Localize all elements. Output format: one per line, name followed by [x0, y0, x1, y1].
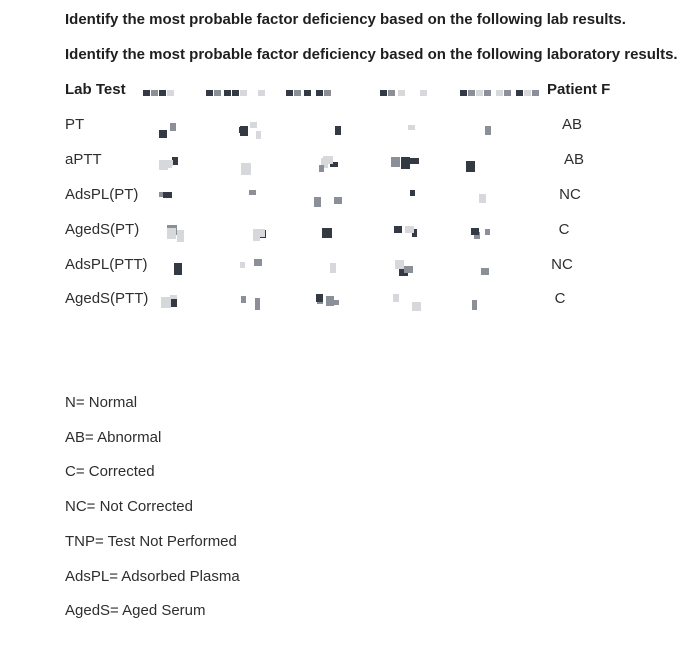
row-label-aptt: aPTT: [65, 151, 102, 168]
redaction-pixel: [167, 160, 173, 166]
row-label-pt: PT: [65, 116, 85, 133]
row-label-ageds-ptt: AgedS(PTT): [65, 290, 149, 307]
redaction-pixel: [253, 229, 260, 241]
patient-f-value-ageds-ptt: C: [554, 290, 566, 307]
redaction-pixel: [323, 156, 333, 164]
redaction-pixel: [410, 190, 415, 196]
redaction-pixel: [496, 90, 503, 96]
redaction-pixel: [481, 268, 489, 275]
patient-f-value-ageds-pt: C: [558, 221, 570, 238]
redaction-pixel: [330, 263, 336, 273]
redaction-pixel: [151, 90, 158, 96]
redaction-pixel: [316, 90, 323, 96]
redaction-pixel: [393, 294, 399, 302]
row-label-adspl-pt: AdsPL(PT): [65, 186, 139, 203]
redaction-pixel: [388, 90, 395, 96]
redaction-pixel: [167, 228, 176, 239]
redaction-pixel: [485, 229, 490, 235]
redaction-pixel: [250, 122, 257, 128]
redaction-pixel: [398, 90, 405, 96]
redaction-pixel: [397, 262, 403, 268]
redaction-pixel: [335, 126, 341, 135]
legend-corrected: C= Corrected: [65, 463, 155, 480]
legend-test-not-performed: TNP= Test Not Performed: [65, 533, 237, 550]
row-label-adspl-ptt: AdsPL(PTT): [65, 256, 148, 273]
redaction-pixel: [241, 163, 251, 175]
redaction-pixel: [326, 296, 334, 306]
redaction-pixel: [319, 165, 324, 172]
legend-abnormal: AB= Abnormal: [65, 429, 162, 446]
redaction-pixel: [240, 90, 247, 96]
redaction-pixel: [232, 90, 239, 96]
redaction-pixel: [256, 131, 261, 139]
redaction-pixel: [159, 130, 167, 138]
redaction-pixel: [322, 228, 332, 238]
redaction-pixel: [410, 158, 419, 164]
patient-f-value-adspl-ptt: NC: [551, 256, 573, 273]
redaction-pixel: [174, 263, 182, 275]
redaction-pixel: [460, 90, 467, 96]
redaction-pixel: [316, 294, 323, 302]
redaction-pixel: [524, 90, 531, 96]
pixelated-redaction-header: [140, 86, 540, 100]
question-1: Identify the most probable factor deficiency based on the following lab results.: [65, 11, 626, 28]
redaction-pixel: [224, 90, 231, 96]
redaction-pixel: [159, 90, 166, 96]
redaction-pixel: [394, 226, 402, 233]
redaction-pixel: [380, 90, 387, 96]
redaction-pixel: [391, 157, 400, 167]
legend-adsorbed-plasma: AdsPL= Adsorbed Plasma: [65, 568, 240, 585]
redaction-pixel: [401, 157, 410, 169]
redaction-pixel: [532, 90, 539, 96]
question-2: Identify the most probable factor deficiency based on the following laboratory results.: [65, 46, 678, 63]
legend-not-corrected: NC= Not Corrected: [65, 498, 193, 515]
redaction-pixel: [484, 90, 491, 96]
redaction-pixel: [214, 90, 221, 96]
redaction-pixel: [479, 194, 486, 203]
redaction-pixel: [468, 90, 475, 96]
redaction-pixel: [471, 228, 479, 235]
patient-f-value-adspl-pt: NC: [559, 186, 581, 203]
redaction-pixel: [286, 90, 293, 96]
redaction-pixel: [294, 90, 301, 96]
redaction-pixel: [466, 161, 475, 172]
patient-f-value-aptt: AB: [563, 151, 584, 168]
redaction-pixel: [412, 302, 421, 311]
redaction-pixel: [334, 197, 342, 204]
redaction-pixel: [408, 125, 415, 130]
redaction-pixel: [258, 90, 265, 96]
redaction-pixel: [167, 90, 174, 96]
patient-f-value-pt: AB: [561, 116, 582, 133]
redaction-pixel: [404, 266, 413, 273]
redaction-pixel: [472, 300, 477, 310]
redaction-pixel: [206, 90, 213, 96]
redaction-pixel: [516, 90, 523, 96]
redaction-pixel: [485, 126, 491, 135]
redaction-pixel: [255, 298, 260, 310]
redaction-pixel: [177, 230, 184, 242]
patient-f-header: Patient F: [547, 81, 611, 98]
lab-test-header: Lab Test: [65, 81, 126, 98]
redaction-pixel: [405, 226, 414, 233]
redaction-pixel: [476, 90, 483, 96]
pixelated-redaction-cells: [140, 114, 540, 314]
redaction-pixel: [240, 126, 248, 136]
redaction-pixel: [143, 90, 150, 96]
redaction-pixel: [240, 262, 245, 268]
redaction-pixel: [161, 297, 171, 308]
redaction-pixel: [304, 90, 311, 96]
redaction-pixel: [249, 190, 256, 195]
row-label-ageds-pt: AgedS(PT): [65, 221, 140, 238]
redaction-pixel: [324, 90, 331, 96]
redaction-pixel: [241, 296, 246, 303]
redaction-pixel: [314, 197, 321, 207]
legend-aged-serum: AgedS= Aged Serum: [65, 602, 206, 619]
redaction-pixel: [420, 90, 427, 96]
redaction-pixel: [170, 123, 176, 131]
redaction-pixel: [163, 192, 172, 198]
redaction-pixel: [504, 90, 511, 96]
redaction-pixel: [254, 259, 262, 266]
legend-normal: N= Normal: [65, 394, 138, 411]
